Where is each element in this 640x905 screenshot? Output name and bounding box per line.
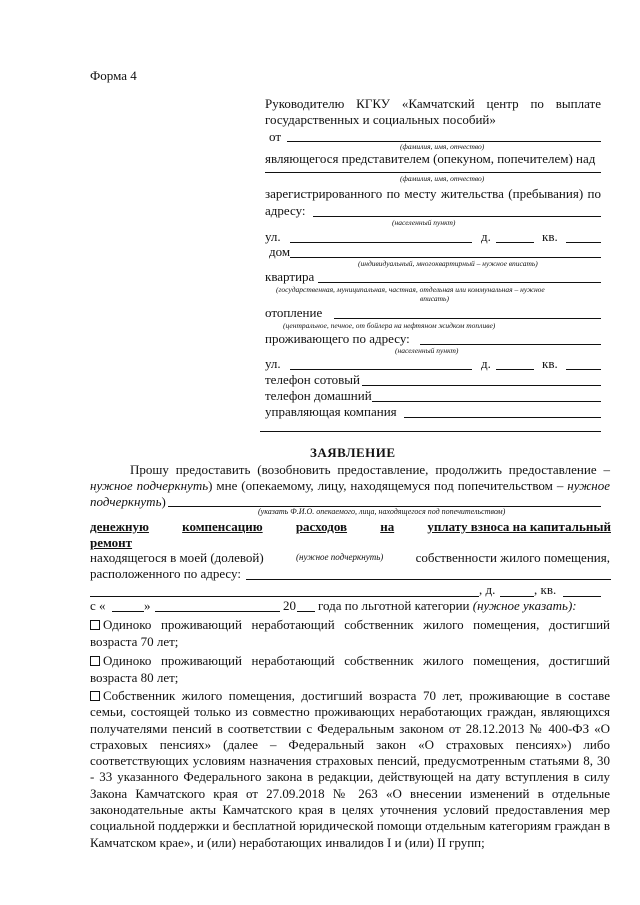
recipient-header-line1: Руководителю КГКУ «Камчатский центр по выплате xyxy=(265,96,601,111)
hint-ownership-2: вписать) xyxy=(420,294,449,303)
apt2-label: кв. xyxy=(542,356,558,371)
apt-label: кв. xyxy=(542,229,558,244)
comp-word-4: на xyxy=(380,519,395,534)
mgmt-label: управляющая компания xyxy=(265,404,397,419)
category-hint: (нужное указать): xyxy=(472,598,577,613)
compensation-line1 xyxy=(90,519,611,534)
ownership-line[interactable] xyxy=(318,282,601,283)
apt-line[interactable] xyxy=(566,242,601,243)
street2-label: ул. xyxy=(265,356,281,371)
hint-settlement-2: (населенный пункт) xyxy=(395,346,459,355)
statement-p1-line1: Прошу предоставить (возобновить предоставление, продолжить предоставление – xyxy=(130,462,610,477)
located-a: находящегося в моей (долевой) xyxy=(90,550,264,565)
house-label: д. xyxy=(481,229,491,244)
property-d-line[interactable] xyxy=(500,596,534,597)
street2-line[interactable] xyxy=(290,369,472,370)
located-address-label: расположенного по адресу: xyxy=(90,566,241,581)
p1-em3: подчеркнуть xyxy=(90,494,162,509)
form-label: Форма 4 xyxy=(90,68,137,83)
comp-word-1: денежную xyxy=(90,519,149,534)
hint-heating: (центральное, печное, от бойлера на нефтяном жидком топливе) xyxy=(283,321,496,330)
house-type-line[interactable] xyxy=(290,257,601,258)
hint-settlement-1: (населенный пункт) xyxy=(392,218,456,227)
recipient-header-line2: государственных и социальных пособий» xyxy=(265,112,496,127)
representative-text: являющегося представителем (опекуном, попечителем) над xyxy=(265,151,596,166)
recipient-divider xyxy=(260,431,601,432)
property-kv-line[interactable] xyxy=(563,596,601,597)
option-2-text: Одиноко проживающий неработающий собственник жилого помещения, достигший возраста 80 лет; xyxy=(90,653,610,685)
residing-settlement-line[interactable] xyxy=(420,344,601,345)
statement-p1-line3 xyxy=(90,494,166,509)
from-date-close: » xyxy=(144,598,151,613)
p1-text: ) мне (опекаемому, лицу, находящемуся под попечительством – xyxy=(208,478,564,493)
category-text-wrap xyxy=(318,598,577,613)
from-date-open: с « xyxy=(90,598,106,613)
from-day-line[interactable] xyxy=(112,611,144,612)
mobile-label: телефон сотовый xyxy=(265,372,360,387)
year-prefix: 20 xyxy=(283,598,296,613)
option-3-text: Собственник жилого помещения, достигший возраста 70 лет, проживающие в составе семьи, состоящей только из совместно проживающих неработающих граждан, являющихся получателями пенсий в соответствии с Федеральным законом от 28.12.2013 № 400-ФЗ «О страховых пенсиях» (далее – Федеральный закон «О страховых пенсиях») либо соответствующих условиям назначения страховых пенсий, предусмотренным статьями 8, 30 - 33 указанного Федерального закона в редакции, действующей на дату вступления в силу Закона Камчатского края от 27.09.2018 № 263 «О внесении изменений в отдельные законодательные акты Камчатского края в целях уточнения условий предоставления мер социальной поддержки и бесплатной юридической помощи отдельным категориям граждан в Камчатском крае», и (или) неработающих инвалидов I и (или) II групп; xyxy=(90,688,610,850)
option-1 xyxy=(90,617,610,650)
option-2-checkbox[interactable] xyxy=(90,656,100,666)
comp-word-3: расходов xyxy=(295,519,348,534)
street-line[interactable] xyxy=(290,242,472,243)
option-3-checkbox[interactable] xyxy=(90,691,100,701)
heating-line[interactable] xyxy=(334,318,601,319)
p1-em1: нужное подчеркнуть xyxy=(90,478,209,493)
located-line xyxy=(90,550,610,565)
year-line[interactable] xyxy=(297,611,315,612)
heating-label: отопление xyxy=(265,305,323,320)
registered-text: зарегистрированного по месту жительства (пребывания) по xyxy=(265,186,601,201)
hint-fio-applicant: (фамилия, имя, отчество) xyxy=(400,142,485,151)
hint-ward: (указать Ф.И.О. опекаемого, лица, находящегося под попечительством) xyxy=(258,507,506,516)
hint-fio-ward: (фамилия, имя, отчество) xyxy=(400,174,485,183)
registered-settlement-line[interactable] xyxy=(313,216,601,217)
property-address-line[interactable] xyxy=(246,579,611,580)
kvartira-label: квартира xyxy=(265,269,315,284)
mgmt-line[interactable] xyxy=(404,417,601,418)
dom-label: дом xyxy=(269,244,291,259)
p1-close: ) xyxy=(161,494,166,509)
category-text: года по льготной категории xyxy=(318,598,470,613)
apt2-line[interactable] xyxy=(566,369,601,370)
hint-ownership-1: (государственная, муниципальная, частная, отдельная или коммунальная – нужное xyxy=(276,285,545,294)
street-label: ул. xyxy=(265,229,281,244)
option-3 xyxy=(90,688,610,851)
house2-label: д. xyxy=(481,356,491,371)
from-label: от xyxy=(269,129,282,144)
property-address-line2[interactable] xyxy=(90,596,479,597)
house-line[interactable] xyxy=(496,242,534,243)
house2-line[interactable] xyxy=(496,369,534,370)
comp-word-6: ремонт xyxy=(90,535,133,550)
compensation-line2 xyxy=(90,535,132,550)
statement-title: ЗАЯВЛЕНИЕ xyxy=(310,445,396,460)
home-phone-line[interactable] xyxy=(372,401,601,402)
option-1-checkbox[interactable] xyxy=(90,620,100,630)
p1-em2: нужное xyxy=(567,478,611,493)
statement-p1-line2 xyxy=(90,478,610,493)
property-kv-label: , кв. xyxy=(534,582,557,597)
comp-word-5: уплату взноса на капитальный xyxy=(427,519,611,534)
address-label: адресу: xyxy=(265,203,306,218)
option-2 xyxy=(90,653,610,686)
option-1-text: Одиноко проживающий неработающий собственник жилого помещения, достигший возраста 70 лет; xyxy=(90,617,610,649)
located-b: собственности жилого помещения, xyxy=(415,550,610,565)
property-d-label: , д. xyxy=(479,582,496,597)
located-hint: (нужное подчеркнуть) xyxy=(295,552,384,562)
residing-label: проживающего по адресу: xyxy=(265,331,410,346)
ward-name-line[interactable] xyxy=(265,172,601,173)
comp-word-2: компенсацию xyxy=(182,519,263,534)
from-month-line[interactable] xyxy=(155,611,280,612)
mobile-line[interactable] xyxy=(362,385,601,386)
home-phone-label: телефон домашний xyxy=(265,388,372,403)
hint-house-type: (индивидуальный, многоквартирный – нужное вписать) xyxy=(358,259,538,268)
